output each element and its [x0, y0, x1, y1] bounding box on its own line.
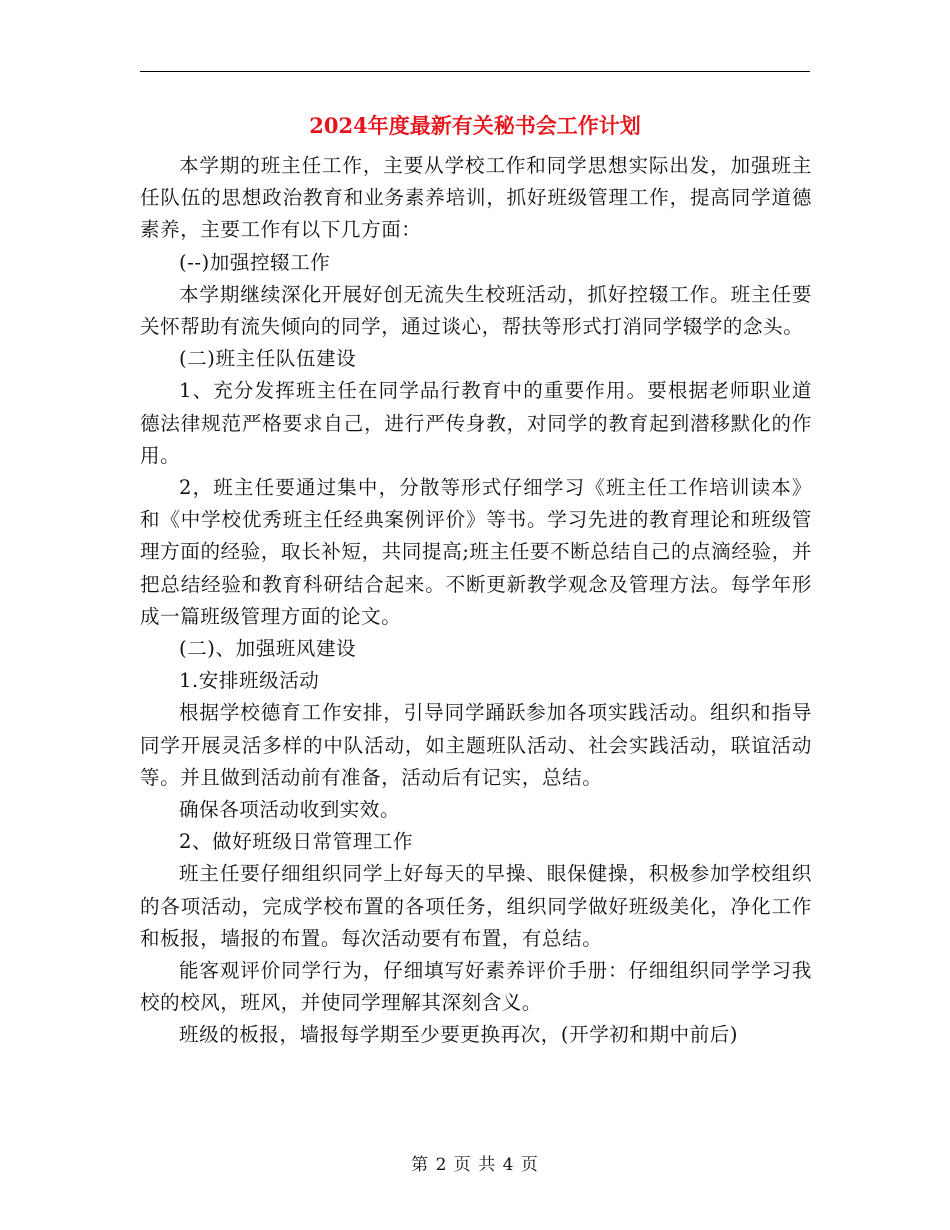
- paragraph-class-activities: 根据学校德育工作安排，引导同学踊跃参加各项实践活动。组织和指导同学开展灵活多样的中队活动，如主题班队活动、社会实践活动，联谊活动等。并且做到活动前有准备，活动后有记实，总结。: [140, 701, 812, 789]
- document-body: [140, 150, 812, 1052]
- subheading-daily-management: 2、做好班级日常管理工作: [179, 830, 414, 854]
- paragraph-ensure-results: 确保各项活动收到实效。: [179, 798, 401, 822]
- paragraph-dropout-control: 本学期继续深化开展好创无流失生校班活动，抓好控辍工作。班主任要关怀帮助有流失倾向的同学，通过谈心，帮扶等形式打消同学辍学的念头。: [140, 282, 812, 339]
- subheading-class-activities: 1.安排班级活动: [179, 669, 320, 693]
- paragraph-evaluation: 能客观评价同学行为，仔细填写好素养评价手册：仔细组织同学学习我校的校风，班风，并使同学理解其深刻含义。: [140, 959, 812, 1015]
- heading-teacher-team: (二)班主任队伍建设: [179, 347, 357, 371]
- heading-dropout-control: (--)加强控辍工作: [179, 250, 331, 274]
- paragraph-teacher-study: 2，班主任要通过集中，分散等形式仔细学习《班主任工作培训读本》和《中学校优秀班主任经典案例评价》等书。学习先进的教育理论和班级管理方面的经验，取长补短，共同提高;班主任要不断总结自己的点滴经验，并把总结经验和教育科研结合起来。不断更新教学观念及管理方法。每学年形成一篇班级管理方面的论文。: [140, 476, 812, 628]
- paragraph-blackboard: 班级的板报，墙报每学期至少要更换再次，(开学初和期中前后): [179, 1023, 739, 1047]
- page-number: 第 2 页 共 4 页: [411, 1155, 539, 1175]
- paragraph-teacher-role: 1、充分发挥班主任在同学品行教育中的重要作用。要根据老师职业道德法律规范严格要求自己，进行严传身教，对同学的教育起到潜移默化的作用。: [140, 379, 812, 467]
- header-rule: [140, 71, 810, 72]
- paragraph-intro: 本学期的班主任工作，主要从学校工作和同学思想实际出发，加强班主任队伍的思想政治教育和业务素养培训，抓好班级管理工作，提高同学道德素养，主要工作有以下几方面：: [140, 154, 812, 242]
- paragraph-daily-management: 班主任要仔细组织同学上好每天的早操、眼保健操，积极参加学校组织的各项活动，完成学校布置的各项任务，组织同学做好班级美化，净化工作和板报，墙报的布置。每次活动要有布置，有总结。: [140, 862, 812, 950]
- document-title: 2024年度最新有关秘书会工作计划: [309, 113, 641, 138]
- heading-class-spirit: (二)、加强班风建设: [179, 637, 357, 661]
